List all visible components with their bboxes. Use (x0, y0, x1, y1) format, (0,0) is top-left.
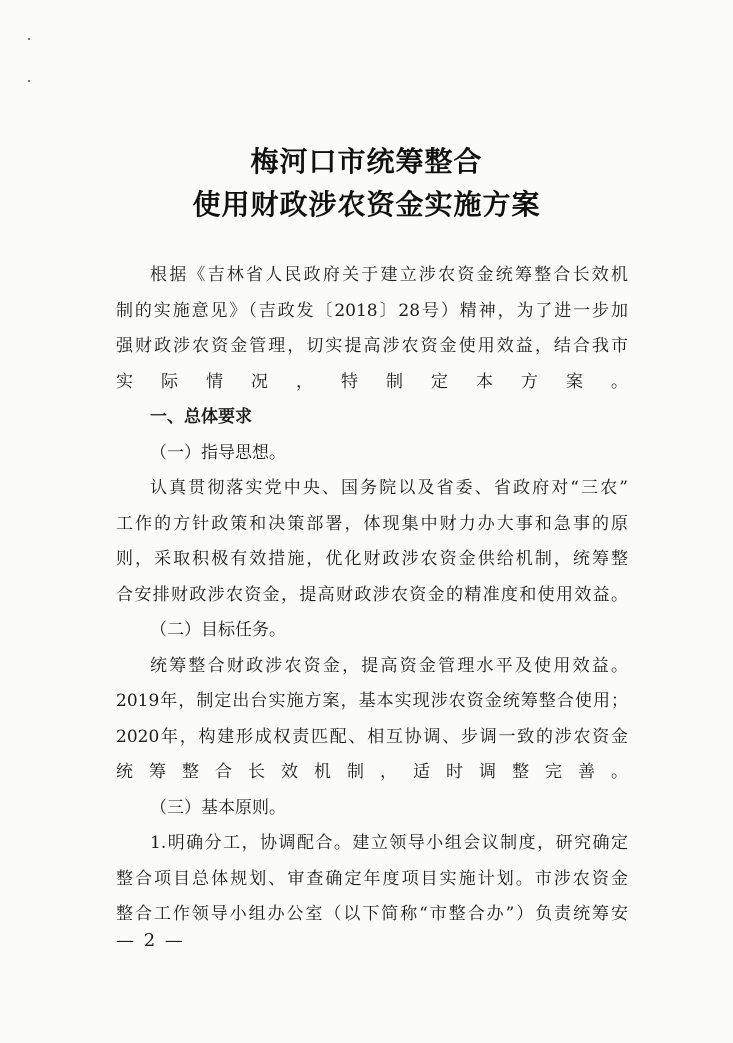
text-line: 1.明确分工，协调配合。建立领导小组会议制度，研究确定 (150, 833, 628, 853)
text-line: 根据《吉林省人民政府关于建立涉农资金统筹整合长效机 (150, 265, 628, 285)
text-line: 统筹整合长效机制，适时调整完善。 (116, 762, 628, 782)
text-line: 2019年，制定出台实施方案，基本实现涉农资金统筹整合使用； (116, 691, 628, 711)
text-line: 认真贯彻落实党中央、国务院以及省委、省政府对“三农” (150, 478, 628, 498)
text-line: 实际情况，特制定本方案。 (116, 371, 628, 392)
paragraph (116, 471, 628, 613)
text-line: 制的实施意见》（吉政发〔2018〕28号）精神，为了进一步加 (116, 300, 628, 321)
text-line: 2020年，构建形成权责匹配、相互协调、步调一致的涉农资金 (116, 726, 628, 747)
text-line: 整合项目总体规划、审查确定年度项目实施计划。市涉农资金 (116, 868, 628, 889)
document-title-line2: 使用财政涉农资金实施方案 (192, 188, 541, 221)
text-line: 统筹整合财政涉农资金，提高资金管理水平及使用效益。 (150, 655, 628, 676)
scan-speck (28, 80, 30, 82)
text-line: 工作的方针政策和决策部署，体现集中财力办大事和急事的原 (116, 513, 628, 534)
paragraph (116, 826, 628, 933)
document-body (116, 258, 628, 933)
intro-paragraph (116, 258, 628, 400)
subsection-heading: （三）基本原则。 (150, 797, 286, 818)
text-line: 整合工作领导小组办公室（以下简称“市整合办”）负责统筹安 (116, 904, 628, 924)
text-line: 合安排财政涉农资金，提高财政涉农资金的精准度和使用效益。 (116, 584, 628, 605)
document-title-line1: 梅河口市统筹整合 (250, 145, 483, 178)
subsection-heading: （一）指导思想。 (150, 442, 286, 463)
text-line: 则，采取积极有效措施，优化财政涉农资金供给机制，统筹整 (116, 549, 628, 569)
paragraph (116, 649, 628, 791)
page-number: — 2 — (116, 930, 185, 951)
subsection-heading: （二）目标任务。 (150, 620, 286, 640)
scan-speck (28, 38, 30, 40)
text-line: 强财政涉农资金管理，切实提高涉农资金使用效益，结合我市 (116, 336, 628, 356)
section-heading: 一、总体要求 (150, 407, 252, 427)
